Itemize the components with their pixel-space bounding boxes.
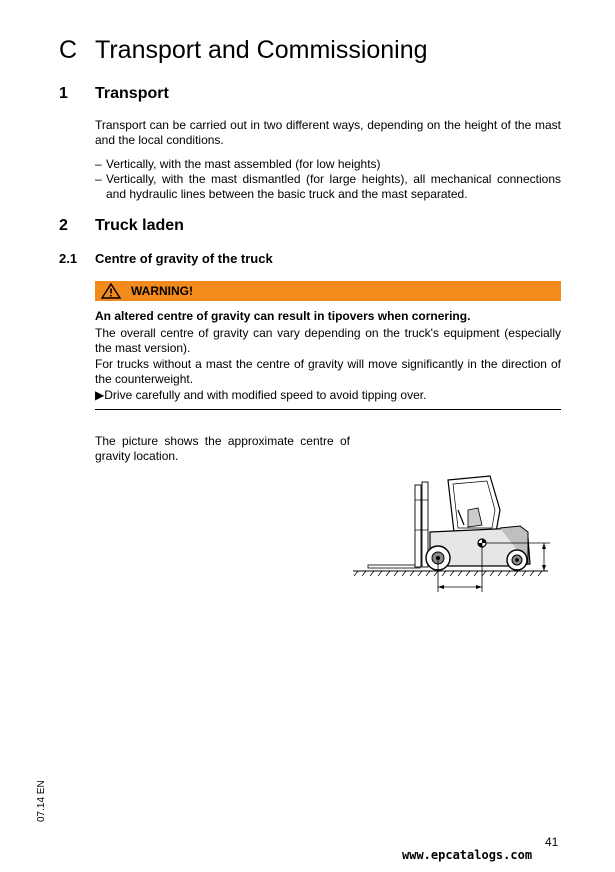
forklift-centre-of-gravity-diagram: [350, 470, 560, 595]
warning-divider: [95, 409, 561, 410]
transport-list: [95, 157, 561, 202]
chapter-letter: C: [59, 36, 78, 64]
warning-headline: An altered centre of gravity can result in tipovers when cornering.: [95, 309, 471, 323]
subsection-number: 2.1: [59, 251, 78, 266]
warning-paragraph-2: For trucks without a mast the centre of gravity will move significantly in the direction of the counterweight.: [95, 357, 561, 386]
figure-caption: The picture shows the approximate centre of gravity location.: [95, 434, 350, 463]
list-dash: –: [95, 172, 102, 186]
warning-label: WARNING!: [131, 284, 193, 298]
section-number-truck-laden: 2: [59, 217, 68, 234]
warning-paragraph-1: The overall centre of gravity can vary depending on the truck's equipment (especially the mast version).: [95, 326, 561, 355]
transport-intro: Transport can be carried out in two different ways, depending on the height of the mast and the local conditions.: [95, 118, 561, 147]
warning-triangle-icon: [101, 283, 121, 299]
chapter-title: Transport and Commissioning: [95, 36, 428, 64]
section-number-transport: 1: [59, 85, 68, 102]
list-item: [95, 157, 561, 172]
section-title-truck-laden: Truck laden: [95, 217, 184, 234]
footer-revision-code: 07.14 EN: [36, 780, 47, 822]
action-text: Drive carefully and with modified speed to avoid tipping over.: [104, 388, 427, 402]
warning-bar: [95, 281, 561, 301]
list-item-text: Vertically, with the mast assembled (for low heights): [106, 157, 381, 171]
action-marker: ▶: [95, 388, 105, 402]
warning-action: [95, 388, 561, 403]
section-title-transport: Transport: [95, 85, 169, 102]
subsection-title: Centre of gravity of the truck: [95, 251, 273, 266]
page-number: 41: [545, 835, 559, 849]
list-item-text: Vertically, with the mast dismantled (for large heights), all mechanical connections and hydraulic lines between the basic truck and the mast separated.: [106, 172, 561, 201]
watermark: www.epcatalogs.com: [402, 848, 533, 862]
list-item: [95, 172, 561, 202]
list-dash: –: [95, 157, 102, 171]
